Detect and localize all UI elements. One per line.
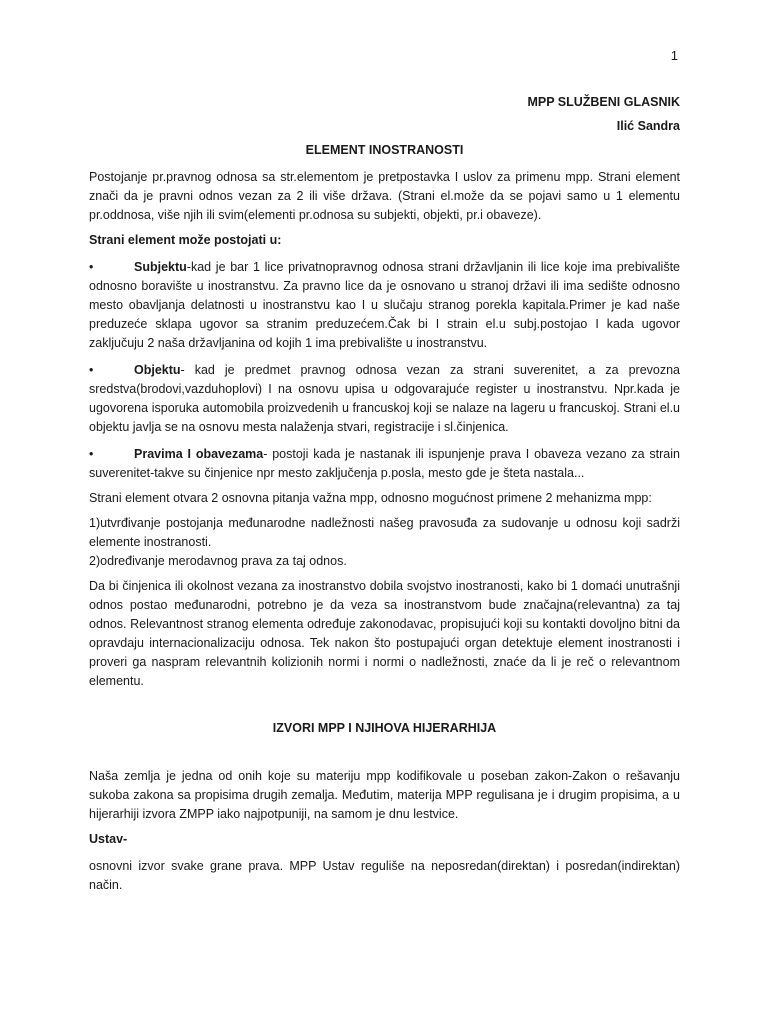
section-title-element-inostranosti: ELEMENT INOSTRANOSTI bbox=[305, 143, 464, 157]
subheading-strani-element: Strani element može postojati u: bbox=[89, 233, 282, 247]
ustav-heading: Ustav- bbox=[89, 832, 128, 846]
bullet-term: Subjektu bbox=[134, 260, 187, 274]
bullet-marker: • bbox=[89, 363, 94, 377]
author-name: Ilić Sandra bbox=[616, 119, 680, 133]
questions-intro: Strani element otvara 2 osnovna pitanja važna mpp, odnosno mogućnost primene 2 mehanizma mpp: bbox=[89, 491, 652, 505]
bullet-term: Pravima I obavezama bbox=[134, 447, 264, 461]
section-title-izvori: IZVORI MPP I NJIHOVA HIJERARHIJA bbox=[272, 721, 497, 735]
publication-title: MPP SLUŽBENI GLASNIK bbox=[527, 95, 680, 109]
page-number: 1 bbox=[670, 48, 678, 63]
bullet-objektu bbox=[89, 361, 680, 437]
bullet-text: -kad je bar 1 lice privatnopravnog odnosa strani državljanin ili lice koje ima prebivalište odnosno boravište u inostranstvu. Za pravno lice da je osnovano u stranoj državi ili ima sedište odnosno mesto obavljanja delatnosti u inostranstvu kao I u slučaju stranog porekla kapitala.Primer je kad naše preduzeće sklapa ugovor sa stranim preduzećem.Čak bi I strain el.u subj.postojao I kada ugovor zaključuju 2 naša državljanina od kojih 1 ima prebivalište u inostranstvu. bbox=[89, 260, 680, 350]
bullet-subjektu bbox=[89, 258, 680, 353]
bullet-text: - postoji kada je nastanak ili ispunjenje prava I obaveza vezano za strain suverenitet-takve su činjenice npr mesto zaključenja p.posla, mesto gde je šteta nastala... bbox=[89, 447, 680, 480]
question-1: 1)utvrđivanje postojanja međunarodne nadležnosti našeg pravosuđa za sudovanje u odnosu koji sadrži elemente inostranosti. bbox=[89, 516, 680, 549]
intro-paragraph: Postojanje pr.pravnog odnosa sa str.elementom je pretpostavka I uslov za primenu mpp. Strani element znači da je pravni odnos vezan za 2 ili više država. (Strani el.može da se pojavi samo u 1 elementu pr.oddnosa, više njih ili svim(elementi pr.odnosa su subjekti, objekti, pr.i obaveze). bbox=[89, 170, 680, 222]
izvori-paragraph: Naša zemlja je jedna od onih koje su materiju mpp kodifikovale u poseban zakon-Zakon o rešavanju sukoba zakona sa propisima drugih zemalja. Međutim, materija MPP regulisana je i drugim propisima, a u hijerarhiji izvora ZMPP iako najpotpuniji, na samom je dnu lestvice. bbox=[89, 769, 680, 821]
bullet-term: Objektu bbox=[134, 363, 181, 377]
question-2: 2)određivanje merodavnog prava za taj odnos. bbox=[89, 554, 347, 568]
relevance-paragraph: Da bi činjenica ili okolnost vezana za inostranstvo dobila svojstvo inostranosti, kako bi 1 domaći unutrašnji odnos postao međunarodni, potrebno je da veza sa inostranstvom bude značajna(relevantna) za taj odnos. Relevantnost stranog elementa određuje zakonodavac, propisujući koji su kontakti dovoljno bitni da opravdaju internacionalizaciju odnosa. Tek nakon što postupajući organ detektuje element inostranosti i proveri ga naspram relevantnih kolizionih normi i normi o nadležnosti, znaće da li je reč o relevantnom elementu. bbox=[89, 579, 680, 688]
bullet-pravima bbox=[89, 445, 680, 483]
bullet-marker: • bbox=[89, 447, 94, 461]
bullet-marker: • bbox=[89, 260, 94, 274]
ustav-paragraph: osnovni izvor svake grane prava. MPP Ustav reguliše na neposredan(direktan) i posredan(indirektan) način. bbox=[89, 859, 680, 892]
bullet-text: - kad je predmet pravnog odnosa vezan za strani suverenitet, a za prevozna sredstva(brodovi,vazduhoplovi) I na osnovu upisa u odgovarajuće register u inostranstvu. Npr.kada je ugovorena isporuka automobila proizvedenih u francuskoj koji se nalaze na lageru u francuskoj. Strani el.u objektu javlja se na osnovu mesta nalaženja stvari, registracije i sl.činjenica. bbox=[89, 363, 680, 434]
